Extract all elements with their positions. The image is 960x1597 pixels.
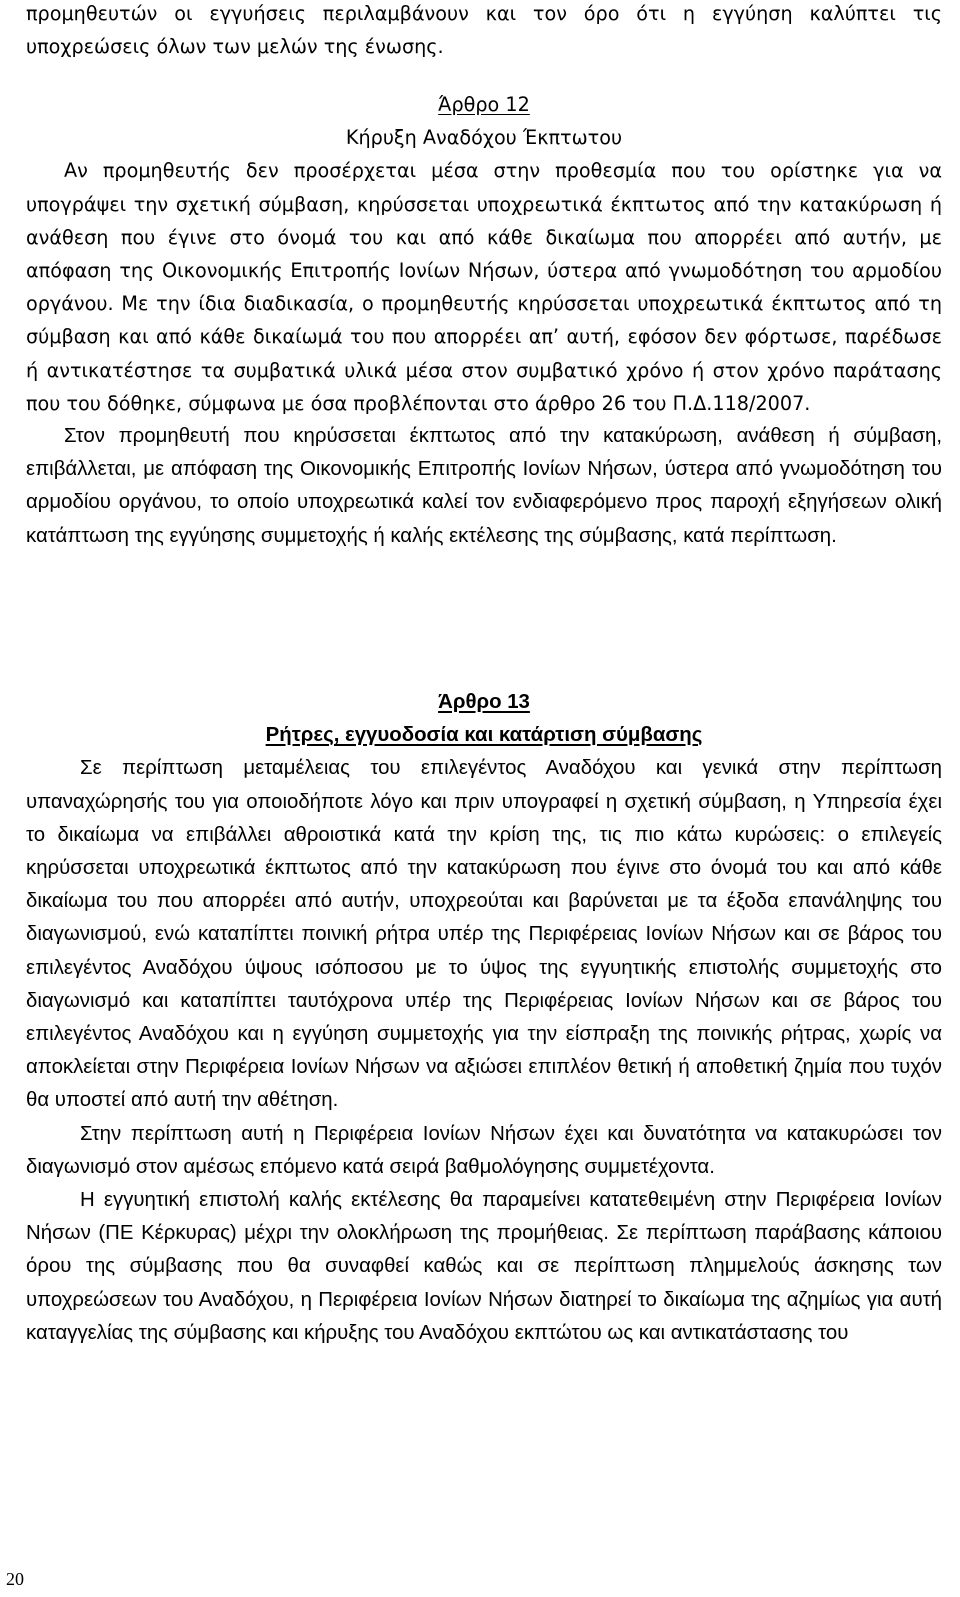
page-number: 20 xyxy=(6,1569,24,1589)
article-12-title: Κήρυξη Αναδόχου Έκπτωτου xyxy=(345,126,623,150)
article-13-number: Άρθρο 13 xyxy=(438,691,530,713)
article-12-number: Άρθρο 12 xyxy=(438,93,530,116)
article-12-paragraph-2: Στον προμηθευτή που κηρύσσεται έκπτωτος από την κατακύρωση, ανάθεση ή σύμβαση, επιβάλλεται, με απόφαση της Οικονομικής Επιτροπής Ιονίων Νήσων, ύστερα από γνωμοδότηση του αρμοδίου οργάνου, το οποίο υποχρεωτικά καλεί τον ενδιαφερόμενο προς παροχή εξηγήσεων ολική κατάπτωση της εγγύησης συμμετοχής ή καλής εκτέλεσης της σύμβασης, κατά περίπτωση. xyxy=(26,425,942,547)
top-block xyxy=(26,0,942,63)
article-12-paragraph-1: Αν προμηθευτής δεν προσέρχεται μέσα στην προθεσμία που του ορίστηκε για να υπογράψει την σχετική σύμβαση, κηρύσσεται υποχρεωτικά έκπτωτος από την κατακύρωση ή ανάθεση που έγινε στο όνομά του και από κάθε δικαίωμα που απορρέει από αυτήν, με απόφαση της Οικονομικής Επιτροπής Ιονίων Νήσων, ύστερα από γνωμοδότηση του αρμοδίου οργάνου. Με την ίδια διαδικασία, ο προμηθευτής κηρύσσεται υποχρεωτικά έκπτωτος από τη σύμβαση και από κάθε δικαίωμά του που απορρέει απ’ αυτή, εφόσον δεν φόρτωσε, παρέδωσε ή αντικατέστησε τα συμβατικά υλικά μέσα στον συμβατικό χρόνο ή στον χρόνο παράτασης που του δόθηκε, σύμφωνα με όσα προβλέπονται στο άρθρο 26 του Π.Δ.118/2007. xyxy=(26,159,942,415)
article-13 xyxy=(26,686,942,1350)
article-13-paragraph-2: Στην περίπτωση αυτή η Περιφέρεια Ιονίων Νήσων έχει και δυνατότητα να κατακυρώσει τον διαγωνισμό στον αμέσως επόμενο κατά σειρά βαθμολόγησης συμμετέχοντα. xyxy=(26,1122,942,1178)
article-13-title: Ρήτρες, εγγυοδοσία και κατάρτιση σύμβασης xyxy=(265,724,703,747)
article-13-paragraph-1: Σε περίπτωση μεταμέλειας του επιλεγέντος Αναδόχου και γενικά στην περίπτωση υπαναχώρησής του για οποιοδήποτε λόγο και πριν υπογραφεί η σχετική σύμβαση, η Υπηρεσία έχει το δικαίωμα να επιβάλλει αθροιστικά κατά την κρίση της, τις πιο κάτω κυρώσεις: ο επιλεγείς κηρύσσεται υποχρεωτικά έκπτωτος από την κατακύρωση που έγινε στο όνομά του και από κάθε δικαίωμα του που απορρέει από αυτήν, υποχρεούται και βαρύνεται με τα έξοδα επανάληψης του διαγωνισμού, ενώ καταπίπτει ποινική ρήτρα υπέρ της Περιφέρειας Ιονίων Νήσων και σε βάρος του επιλεγέντος Αναδόχου ύψους ισόποσου με το ύψος της εγγυητικής επιστολής συμμετοχής στο διαγωνισμό και καταπίπτει ταυτόχρονα υπέρ της Περιφέρειας Ιονίων Νήσων και σε βάρος του επιλεγέντος Αναδόχου και η εγγύηση συμμετοχής για την είσπραξη της ποινικής ρήτρας, χωρίς να αποκλείεται στην Περιφέρεια Ιονίων Νήσων να αξιώσει επιπλέον θετική ή αποθετική ζημία που τυχόν θα υποστεί από αυτή την αθέτηση. xyxy=(26,757,942,1112)
article-13-paragraph-3: Η εγγυητική επιστολή καλής εκτέλεσης θα παραμείνει κατατεθειμένη στην Περιφέρεια Ιονίων Νήσων (ΠΕ Κέρκυρας) μέχρι την ολοκλήρωση της προμήθειας. Σε περίπτωση παράβασης κάποιου όρου της σύμβασης που θα συναφθεί καθώς και σε περίπτωση πλημμελούς άσκησης των υποχρεώσεων του Αναδόχου, η Περιφέρεια Ιονίων Νήσων διατηρεί το δικαίωμα της αζημίως για αυτή καταγγελίας της σύμβασης και κήρυξης του Αναδόχου εκπτώτου ως και αντικατάστασης του xyxy=(26,1189,942,1344)
continuation-paragraph: προμηθευτών οι εγγυήσεις περιλαμβάνουν και τον όρο ότι η εγγύηση καλύπτει τις υποχρεώσεις όλων των μελών της ένωσης. xyxy=(26,2,942,59)
article-12 xyxy=(26,88,942,553)
